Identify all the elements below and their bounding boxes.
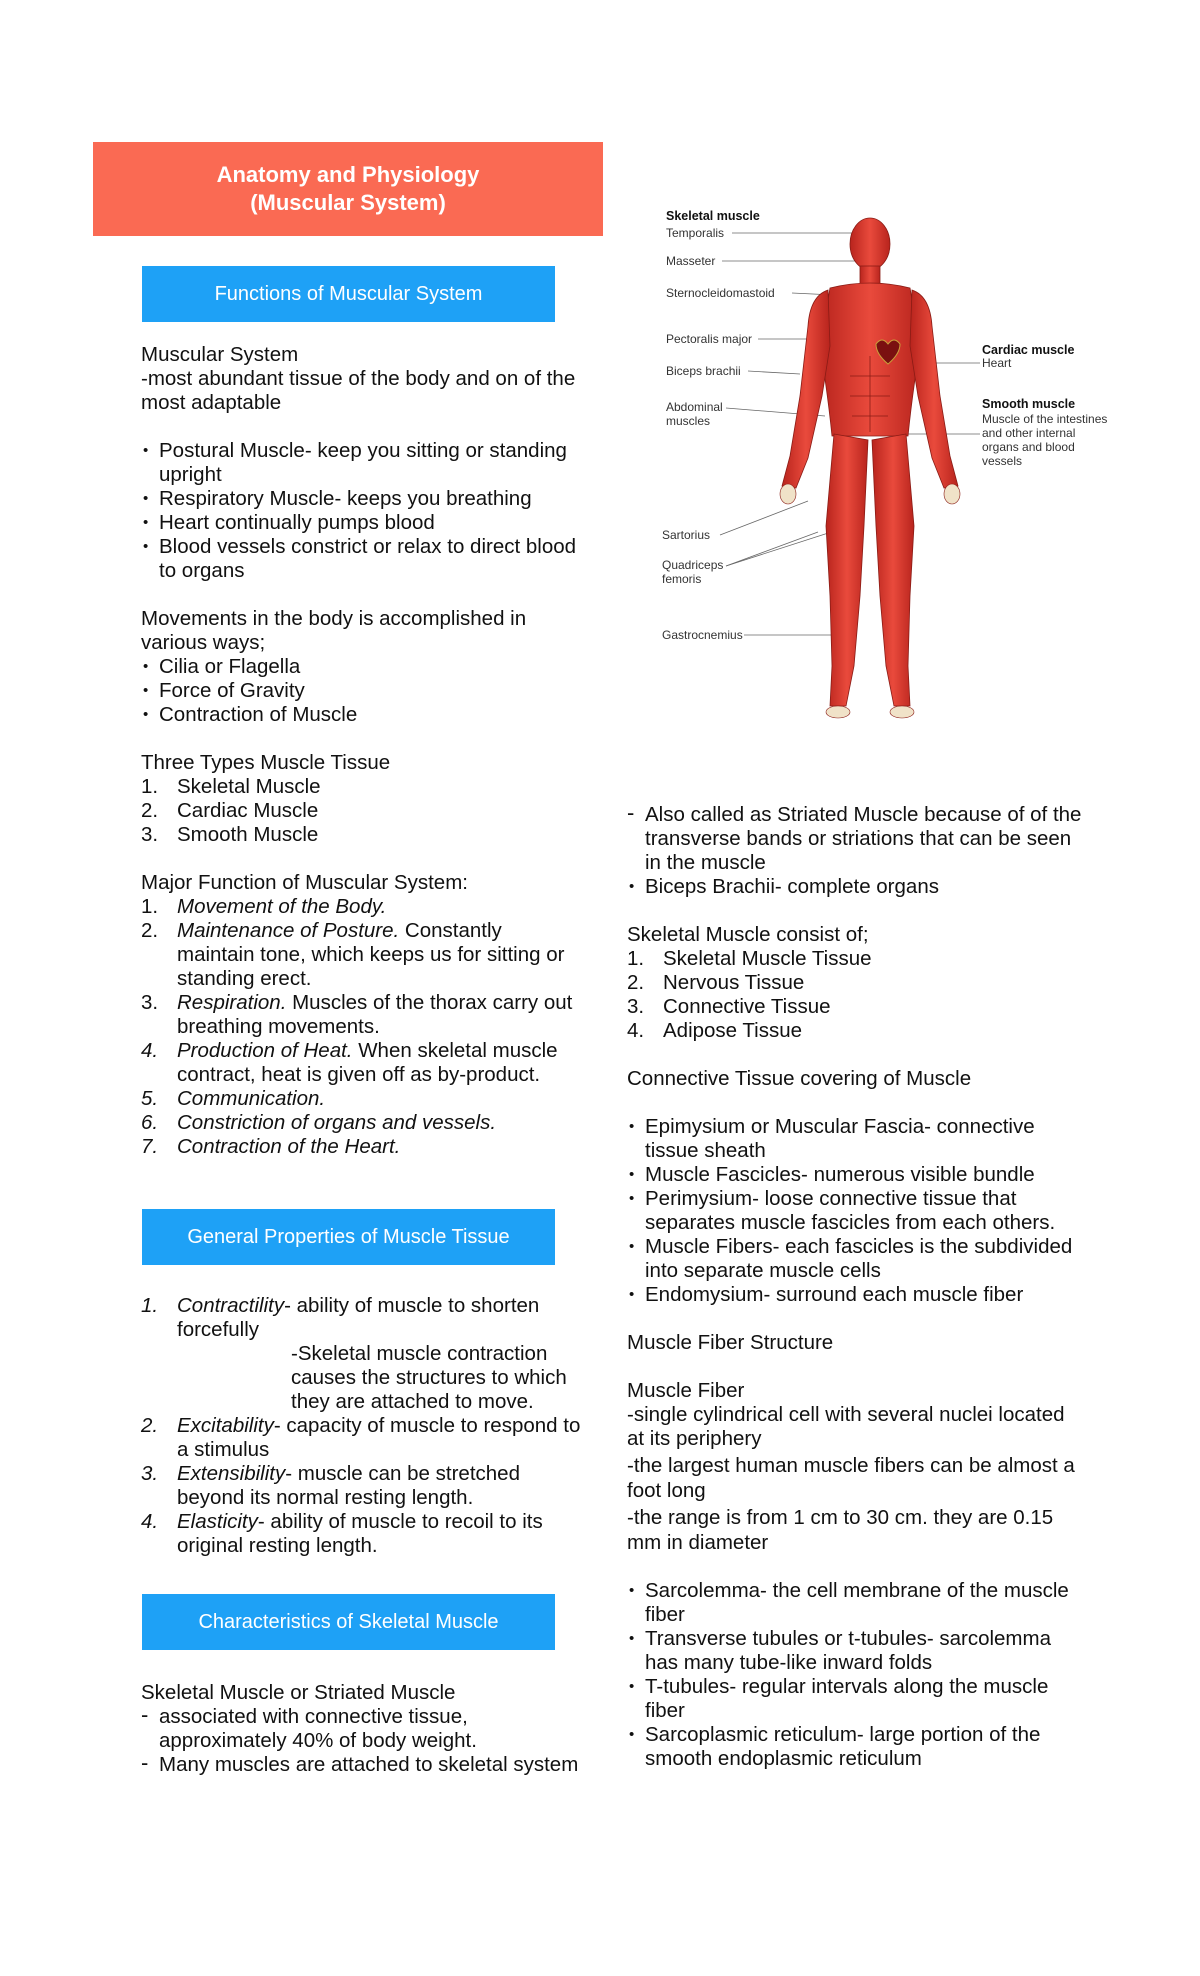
properties-section bbox=[141, 1294, 581, 1558]
movements-title: Movements in the body is accomplished in various ways; bbox=[141, 607, 527, 654]
list-item: • Force of Gravity bbox=[141, 679, 581, 703]
list-item: • Contraction of Muscle bbox=[141, 703, 581, 727]
list-item: • Epimysium or Muscular Fascia- connective tissue sheath bbox=[627, 1115, 1087, 1163]
functions-header: Functions of Muscular System bbox=[142, 266, 555, 322]
label-temporalis: Temporalis bbox=[666, 226, 725, 240]
list-item: • Blood vessels constrict or relax to direct blood to organs bbox=[141, 535, 581, 583]
major-function-title: Major Function of Muscular System: bbox=[141, 871, 468, 894]
covering-title: Connective Tissue covering of Muscle bbox=[627, 1067, 972, 1090]
list-item: • T-tubules- regular intervals along the muscle fiber bbox=[627, 1675, 1087, 1723]
label-sterno: Sternocleidomastoid bbox=[666, 286, 775, 300]
properties-list-cont bbox=[141, 1414, 581, 1558]
fiber-line-1: -single cylindrical cell with several nuclei located at its periphery bbox=[627, 1403, 1065, 1450]
title-banner bbox=[93, 142, 603, 236]
label-sartorius: Sartorius bbox=[662, 528, 711, 542]
list-item: 2. Maintenance of Posture. Constantly maintain tone, which keeps us for sitting or standing erect. bbox=[141, 919, 565, 990]
movements-list bbox=[141, 655, 581, 727]
functions-section bbox=[141, 343, 581, 1159]
fiber-line-2: -the largest human muscle fibers can be almost a foot long bbox=[627, 1454, 1075, 1502]
title-line-2: (Muscular System) bbox=[250, 190, 446, 215]
list-item: 1. Movement of the Body. bbox=[141, 895, 387, 918]
list-item: 3. Respiration. Muscles of the thorax carry out breathing movements. bbox=[141, 991, 573, 1038]
list-item: 5. Communication. bbox=[141, 1087, 326, 1110]
list-item: 7. Contraction of the Heart. bbox=[141, 1135, 401, 1158]
striated-list bbox=[627, 803, 1087, 875]
characteristics-section bbox=[141, 1681, 581, 1777]
consist-list bbox=[627, 947, 1087, 1043]
list-item: 1. Skeletal Muscle bbox=[141, 775, 321, 798]
contraction-note: -Skeletal muscle contraction causes the structures to which they are attached to move. bbox=[291, 1342, 567, 1413]
list-item: • Biceps Brachii- complete organs bbox=[627, 875, 1087, 899]
muscular-system-desc: -most abundant tissue of the body and on of the most adaptable bbox=[141, 367, 576, 414]
cardiac-title: Cardiac muscle bbox=[982, 343, 1075, 357]
muscle-figure bbox=[650, 196, 1120, 792]
label-masseter: Masseter bbox=[666, 254, 716, 268]
list-item: • Muscle Fibers- each fascicles is the subdivided into separate muscle cells bbox=[627, 1235, 1087, 1283]
list-item: • Sarcoplasmic reticulum- large portion of the smooth endoplasmic reticulum bbox=[627, 1723, 1087, 1771]
smooth-desc: Muscle of the intestines and other internal organs and blood vessels bbox=[982, 412, 1108, 468]
muscular-system-title: Muscular System bbox=[141, 343, 299, 366]
muscle-roles-list bbox=[141, 439, 581, 583]
major-function-list bbox=[141, 895, 581, 1159]
title-line-1: Anatomy and Physiology bbox=[216, 162, 480, 187]
smooth-title: Smooth muscle bbox=[982, 397, 1076, 411]
label-heart: Heart bbox=[982, 356, 1012, 370]
list-item: 4. Production of Heat. When skeletal muscle contract, heat is given off as by-product. bbox=[141, 1039, 558, 1086]
fiber-parts-list bbox=[627, 1579, 1087, 1771]
list-item: 1. Contractility- ability of muscle to shorten forcefully bbox=[141, 1294, 540, 1341]
list-item: 3. Extensibility- muscle can be stretched beyond its normal resting length. bbox=[141, 1462, 520, 1509]
fiber-title: Muscle Fiber bbox=[627, 1379, 745, 1402]
label-pectoralis: Pectoralis major bbox=[666, 332, 753, 346]
skeletal-title: Skeletal Muscle or Striated Muscle bbox=[141, 1681, 456, 1704]
list-item: 3. Smooth Muscle bbox=[141, 823, 319, 846]
list-item: - Also called as Striated Muscle because of of the transverse bands or striations that can be seen in the muscle bbox=[627, 803, 1087, 875]
list-item: • Endomysium- surround each muscle fiber bbox=[627, 1283, 1087, 1307]
list-item: • Respiratory Muscle- keeps you breathing bbox=[141, 487, 581, 511]
consist-title: Skeletal Muscle consist of; bbox=[627, 923, 869, 946]
right-column bbox=[627, 803, 1087, 1771]
list-item: • Postural Muscle- keep you sitting or standing upright bbox=[141, 439, 581, 487]
types-list bbox=[141, 775, 581, 847]
label-quadriceps: Quadriceps femoris bbox=[662, 558, 724, 586]
figure-title: Skeletal muscle bbox=[666, 209, 760, 223]
list-item: 2. Cardiac Muscle bbox=[141, 799, 319, 822]
list-item: • Perimysium- loose connective tissue that separates muscle fascicles from each others. bbox=[627, 1187, 1087, 1235]
list-item: 4. Elasticity- ability of muscle to recoil to its original resting length. bbox=[141, 1510, 543, 1557]
list-item: • Heart continually pumps blood bbox=[141, 511, 581, 535]
list-item: 2. Excitability- capacity of muscle to respond to a stimulus bbox=[141, 1414, 581, 1461]
properties-header: General Properties of Muscle Tissue bbox=[142, 1209, 555, 1265]
list-item: - associated with connective tissue, approximately 40% of body weight. bbox=[141, 1705, 581, 1753]
label-abdominal: Abdominal muscles bbox=[666, 400, 723, 428]
list-item: • Cilia or Flagella bbox=[141, 655, 581, 679]
list-item: 3. Connective Tissue bbox=[627, 995, 831, 1018]
covering-list bbox=[627, 1115, 1087, 1307]
label-gastrocnemius: Gastrocnemius bbox=[662, 628, 743, 642]
skeletal-list bbox=[141, 1705, 581, 1777]
biceps-list bbox=[627, 875, 1087, 899]
characteristics-header: Characteristics of Skeletal Muscle bbox=[142, 1594, 555, 1650]
properties-list bbox=[141, 1294, 581, 1342]
list-item: - Many muscles are attached to skeletal system bbox=[141, 1753, 581, 1777]
list-item: 4. Adipose Tissue bbox=[627, 1019, 803, 1042]
list-item: • Muscle Fascicles- numerous visible bundle bbox=[627, 1163, 1087, 1187]
fiber-line-3: -the range is from 1 cm to 30 cm. they are 0.15 mm in diameter bbox=[627, 1506, 1054, 1554]
fiber-structure-title: Muscle Fiber Structure bbox=[627, 1331, 834, 1354]
label-biceps: Biceps brachii bbox=[666, 364, 741, 378]
muscle-body-illustration bbox=[650, 196, 1120, 792]
list-item: 6. Constriction of organs and vessels. bbox=[141, 1111, 497, 1134]
list-item: 1. Skeletal Muscle Tissue bbox=[627, 947, 872, 970]
types-title: Three Types Muscle Tissue bbox=[141, 751, 391, 774]
list-item: 2. Nervous Tissue bbox=[627, 971, 805, 994]
list-item: • Transverse tubules or t-tubules- sarcolemma has many tube-like inward folds bbox=[627, 1627, 1087, 1675]
list-item: • Sarcolemma- the cell membrane of the muscle fiber bbox=[627, 1579, 1087, 1627]
